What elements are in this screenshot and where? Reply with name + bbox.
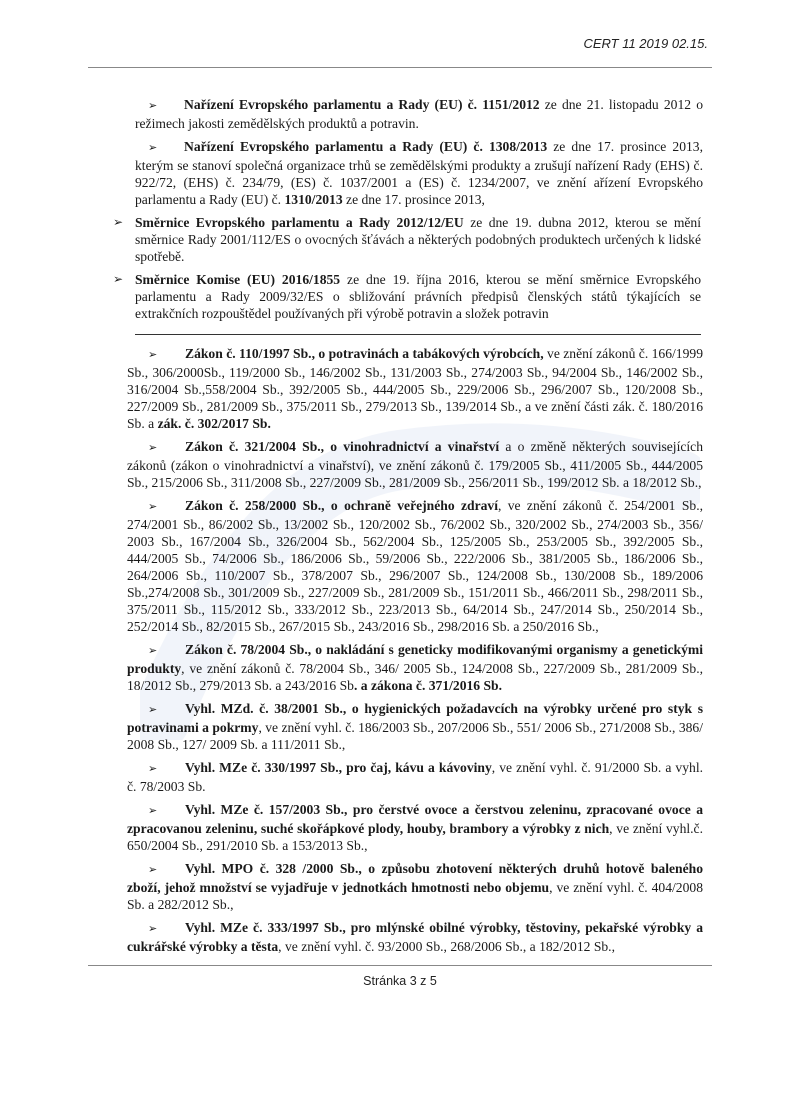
regulation-text: , ve znění vyhl. č. 91/2000 Sb. a vyhl. č. 78/2003 Sb. xyxy=(127,760,703,794)
regulation-item xyxy=(113,214,701,265)
regulation-item xyxy=(135,96,703,132)
regulation-text: , ve znění zákonů č. 78/2004 Sb., 346/ 2005 Sb., 124/2008 Sb., 227/2009 Sb., 281/2009 Sb., 18/2012 Sb., 279/2013 Sb. a 243/2016 Sb xyxy=(127,661,703,693)
regulation-item xyxy=(127,759,703,795)
regulation-text: , ve znění zákonů č. 254/2001 Sb., 274/2001 Sb., 86/2002 Sb., 13/2002 Sb., 120/2002 Sb., 76/2002 Sb., 320/2002 Sb., 274/2003 Sb., 356/ 2003 Sb., 167/2004 Sb., 326/2004 Sb., 562/2004 Sb., 125/2005 Sb., 253/2005 Sb., 392/2005 Sb., 444/2005 Sb., 74/2006 Sb., 186/2006 Sb., 59/2006 Sb., 222/2006 Sb., 381/2005 Sb., 186/2006 Sb., 264/2006 Sb., 110/2007 Sb., 378/2007 Sb., 296/2007 Sb., 124/2008 Sb., 130/2008 Sb., 189/2006 Sb.,274/2008 Sb., 301/2009 Sb., 227/2009 Sb., 281/2009 Sb., 151/2011 Sb., 466/2011 Sb., 298/2011 Sb., 375/2011 Sb., 115/2012 Sb., 333/2012 Sb., 223/2013 Sb., 64/2014 Sb., 247/2014 Sb., 250/2014 Sb., 252/2014 Sb., 82/2015 Sb., 267/2015 Sb., 243/2016 Sb., 298/2016 Sb. a 250/2016 Sb., xyxy=(127,498,703,634)
regulation-title: 1310/2013 xyxy=(284,192,343,207)
regulation-title: Vyhl. MZe č. 333/1997 Sb., pro mlýnské obilné výrobky, těstoviny, pekařské výrobky a cukrářské výrobky a těsta xyxy=(127,920,703,954)
regulation-item xyxy=(127,700,703,753)
regulation-title: Směrnice Evropského parlamentu a Rady 2012/12/EU xyxy=(135,215,464,230)
regulation-text: , ve znění vyhl. č. 93/2000 Sb., 268/2006 Sb., a 182/2012 Sb., xyxy=(278,939,615,954)
regulation-text: ze dne 17. prosince 2013, xyxy=(342,192,485,207)
regulation-title: Nařízení Evropského parlamentu a Rady (EU) č. 1308/2013 xyxy=(184,139,548,154)
regulation-text: ve znění zákonů č. 166/1999 Sb., 306/2000Sb., 119/2000 Sb., 146/2002 Sb., 131/2003 Sb., 274/2003 Sb., 94/2004 Sb., 146/2002 Sb., 316/2004 Sb.,558/2004 Sb., 392/2005 Sb., 444/2005 Sb., 229/2006 Sb., 296/2007 Sb., 120/2008 Sb., 227/2009 Sb., 281/2009 Sb., 375/2011 Sb., 279/2013 Sb., 139/2014 Sb., a ve znění části zák. č. 180/2016 Sb. a xyxy=(127,346,703,431)
directives-section xyxy=(0,96,800,322)
regulation-item xyxy=(127,438,703,491)
regulation-item xyxy=(127,345,703,432)
regulation-text: ze dne 17. prosince 2013, kterým se stanoví společná organizace trhů se zemědělskými produkty a zrušují nařízení Rady (EHS) č. 922/72, (EHS) č. 234/79, (ES) č. 1037/2001 a (ES) č. 1234/2007, ve znění ařízení Evropského parlamentu a Rady (EU) č. xyxy=(135,139,704,207)
regulation-text: ze dne 19. října 2016, kterou se mění směrnice Evropského parlamentu a Rady 2009/32/ES o sbližování právních předpisů členských států týkajících se extrakčních rozpouštědel používaných při výrobě potravin a složek potravin xyxy=(135,272,701,321)
arrow-bullet-icon: ➢ xyxy=(148,645,158,657)
arrow-bullet-icon: ➢ xyxy=(113,272,124,286)
document-code: CERT 11 2019 02.15. xyxy=(583,36,708,51)
regulation-title: Zákon č. 78/2004 Sb., o nakládání s geneticky modifikovanými organismy a genetickými produkty xyxy=(127,642,703,676)
regulation-title: Vyhl. MZe č. 157/2003 Sb., pro čerstvé ovoce a čerstvou zeleninu, zpracované ovoce a zpracovanou zeleninu, suché skořápkové plody, houby, brambory a výrobky z nich xyxy=(127,802,703,836)
arrow-bullet-icon: ➢ xyxy=(148,763,158,775)
regulation-title: Zákon č. 110/1997 Sb., o potravinách a tabákových výrobcích, xyxy=(185,346,544,361)
regulation-text: ze dne 21. listopadu 2012 o režimech jakosti zemědělských produktů a potravin. xyxy=(135,97,703,131)
arrow-bullet-icon: ➢ xyxy=(148,864,158,876)
regulation-item xyxy=(127,641,703,694)
regulation-title: . a zákona č. 371/2016 Sb. xyxy=(353,678,503,693)
regulation-item xyxy=(127,497,703,635)
section-divider xyxy=(135,334,701,335)
arrow-bullet-icon: ➢ xyxy=(148,501,158,513)
arrow-bullet-icon: ➢ xyxy=(148,442,158,454)
regulation-title: Vyhl. MZe č. 330/1997 Sb., pro čaj, kávu a kávoviny xyxy=(185,760,492,775)
regulation-item xyxy=(127,801,703,854)
regulation-title: zák. č. 302/2017 Sb. xyxy=(157,416,271,431)
arrow-bullet-icon: ➢ xyxy=(148,704,158,716)
arrow-bullet-icon: ➢ xyxy=(113,215,124,229)
arrow-bullet-icon: ➢ xyxy=(148,142,158,154)
regulation-title: Vyhl. MPO č. 328 /2000 Sb., o způsobu zhotovení některých druhů hotově baleného zboží, jehož množství se vyjadřuje v jednotkách hmotnosti nebo objemu xyxy=(127,861,703,895)
regulation-item xyxy=(135,138,703,208)
regulation-title: Směrnice Komise (EU) 2016/1855 xyxy=(135,272,341,287)
regulation-title: Nařízení Evropského parlamentu a Rady (EU) č. 1151/2012 xyxy=(184,97,540,112)
regulation-item xyxy=(127,919,703,955)
laws-section xyxy=(0,345,800,955)
regulation-text: a o změně některých souvisejících zákonů (zákon o vinohradnictví a vinařství), ve znění zákonů č. 179/2005 Sb., 411/2005 Sb., 444/2005 Sb., 215/2006 Sb., 311/2008 Sb., 227/2009 Sb., 281/2009 Sb., 256/2011 Sb., 199/2012 Sb. a 18/2012 Sb., xyxy=(127,439,703,490)
regulation-title: Zákon č. 321/2004 Sb., o vinohradnictví a vinařství xyxy=(185,439,500,454)
regulation-text: , ve znění vyhl. č. 186/2003 Sb., 207/2006 Sb., 551/ 2006 Sb., 271/2008 Sb., 386/ 2008 Sb., 127/ 2009 Sb. a 111/2011 Sb., xyxy=(127,720,703,752)
regulation-item xyxy=(127,860,703,913)
regulation-text: , ve znění vyhl. č. 404/2008 Sb. a 282/2012 Sb., xyxy=(127,880,703,912)
arrow-bullet-icon: ➢ xyxy=(148,100,158,112)
arrow-bullet-icon: ➢ xyxy=(148,805,158,817)
regulation-title: Zákon č. 258/2000 Sb., o ochraně veřejného zdraví xyxy=(185,498,498,513)
regulation-text: ze dne 19. dubna 2012, kterou se mění směrnice Rady 2001/112/ES o ovocných šťávách a některých podobných produktech určených k lidské spotřebě. xyxy=(135,215,701,264)
arrow-bullet-icon: ➢ xyxy=(148,349,158,361)
regulation-text: , ve znění vyhl.č. 650/2004 Sb., 291/2010 Sb. a 153/2013 Sb., xyxy=(127,821,703,853)
arrow-bullet-icon: ➢ xyxy=(148,923,158,935)
page-number: Stránka 3 z 5 xyxy=(363,974,437,988)
regulation-title: Vyhl. MZd. č. 38/2001 Sb., o hygienických požadavcích na výrobky určené pro styk s potravinami a pokrmy xyxy=(127,701,703,735)
regulation-item xyxy=(113,271,701,322)
